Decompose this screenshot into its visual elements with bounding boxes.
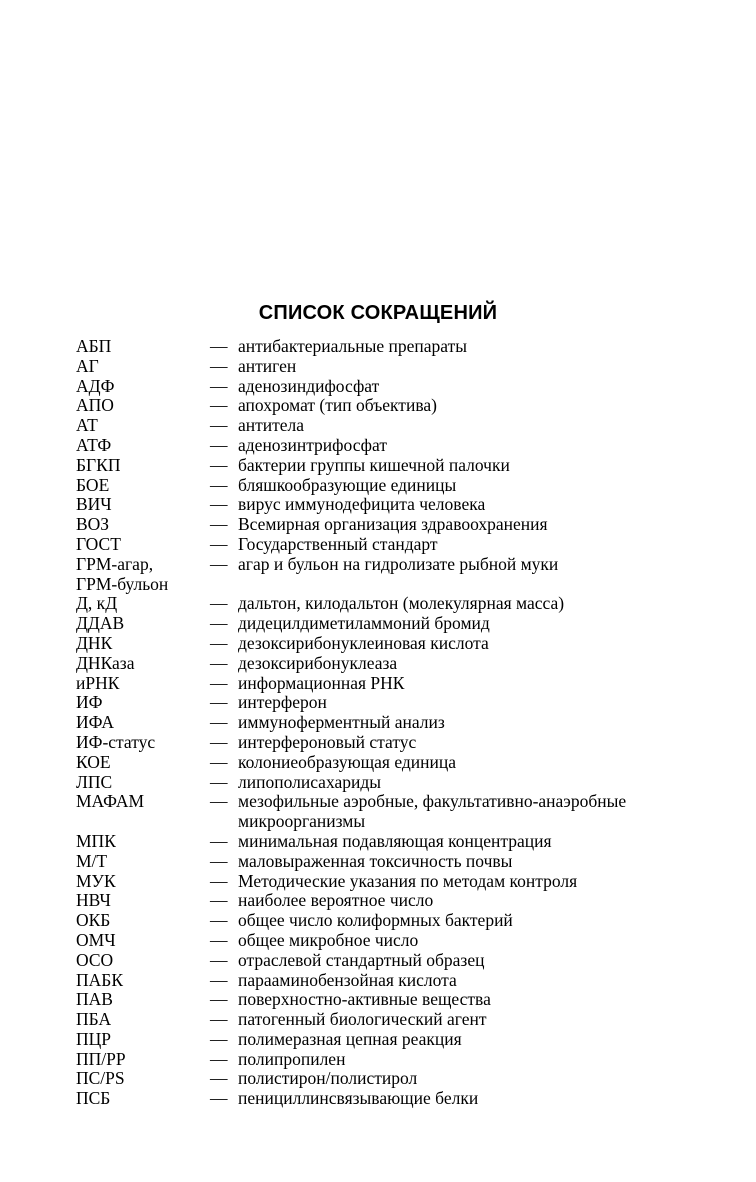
abbreviation-term: ПП/PP	[76, 1048, 126, 1069]
abbreviation-dash: —	[210, 929, 228, 950]
abbreviation-dash: —	[210, 454, 228, 475]
abbreviation-term: АТ	[76, 415, 98, 436]
abbreviation-definition: агар и бульон на гидролизате рыбной муки	[238, 553, 559, 574]
abbreviation-dash: —	[210, 1028, 228, 1049]
abbreviation-term: ГОСТ	[76, 533, 121, 554]
abbreviation-row	[76, 555, 716, 575]
abbreviation-term: ОСО	[76, 949, 114, 970]
abbreviation-term: ЛПС	[76, 771, 113, 792]
abbreviation-row	[76, 575, 716, 595]
abbreviation-definition: Всемирная организация здравоохранения	[238, 514, 548, 535]
abbreviation-dash: —	[210, 850, 228, 871]
abbreviation-row	[76, 674, 716, 694]
abbreviation-definition: интерферон	[238, 692, 327, 713]
abbreviation-dash: —	[210, 632, 228, 653]
abbreviation-term: АТФ	[76, 434, 112, 455]
abbreviation-row	[76, 1069, 716, 1089]
abbreviation-row	[76, 495, 716, 515]
abbreviation-dash: —	[210, 514, 228, 535]
abbreviation-definition: дезоксирибонуклеиновая кислота	[238, 632, 489, 653]
abbreviation-definition: информационная РНК	[238, 672, 405, 693]
abbreviation-term: МАФАМ	[76, 791, 145, 812]
abbreviation-row	[76, 515, 716, 535]
abbreviation-list	[76, 337, 716, 1109]
abbreviation-definition: антибактериальные препараты	[238, 336, 468, 356]
abbreviation-row	[76, 872, 716, 892]
abbreviation-dash: —	[210, 613, 228, 634]
abbreviation-definition: антитела	[238, 415, 305, 436]
abbreviation-row	[76, 911, 716, 931]
abbreviation-term: КОЕ	[76, 751, 111, 772]
abbreviation-definition: минимальная подавляющая концентрация	[238, 830, 552, 851]
abbreviation-dash: —	[210, 791, 228, 812]
abbreviation-row	[76, 357, 716, 377]
abbreviation-dash: —	[210, 949, 228, 970]
abbreviation-term: ДДАВ	[76, 613, 125, 634]
abbreviation-dash: —	[210, 870, 228, 891]
abbreviation-definition: отраслевой стандартный образец	[238, 949, 485, 970]
abbreviation-term: ИФА	[76, 712, 114, 733]
abbreviation-term: иРНК	[76, 672, 120, 693]
abbreviation-dash: —	[210, 731, 228, 752]
abbreviation-definition: Методические указания по методам контроля	[238, 870, 578, 891]
abbreviation-row	[76, 634, 716, 654]
abbreviation-dash: —	[210, 395, 228, 416]
abbreviation-definition: липополисахариды	[238, 771, 382, 792]
abbreviation-definition: вирус иммунодефицита человека	[238, 494, 486, 515]
abbreviation-term: НВЧ	[76, 890, 111, 911]
abbreviation-term: БГКП	[76, 454, 121, 475]
abbreviation-row	[76, 654, 716, 674]
abbreviation-dash: —	[210, 712, 228, 733]
abbreviation-row	[76, 693, 716, 713]
abbreviation-row	[76, 614, 716, 634]
abbreviation-dash: —	[210, 1009, 228, 1030]
abbreviation-definition: полипропилен	[238, 1048, 346, 1069]
abbreviation-definition: общее микробное число	[238, 929, 419, 950]
abbreviation-dash: —	[210, 771, 228, 792]
abbreviation-definition: патогенный биологический агент	[238, 1009, 487, 1030]
abbreviation-term: ОКБ	[76, 910, 111, 931]
abbreviation-term: ГРМ-бульон	[76, 573, 169, 594]
abbreviation-row	[76, 1089, 716, 1109]
abbreviation-row	[76, 436, 716, 456]
abbreviation-definition: дидецилдиметиламмоний бромид	[238, 613, 490, 634]
abbreviation-row	[76, 396, 716, 416]
abbreviation-term: ПСБ	[76, 1088, 111, 1109]
abbreviation-definition: антиген	[238, 355, 297, 376]
abbreviation-term: ПЦР	[76, 1028, 112, 1049]
abbreviation-row	[76, 832, 716, 852]
abbreviation-definition: аденозинтрифосфат	[238, 434, 387, 455]
abbreviation-dash: —	[210, 375, 228, 396]
abbreviation-definition: бактерии группы кишечной палочки	[238, 454, 510, 475]
abbreviation-dash: —	[210, 593, 228, 614]
abbreviation-definition: общее число колиформных бактерий	[238, 910, 513, 931]
abbreviation-dash: —	[210, 415, 228, 436]
abbreviation-term: М/Т	[76, 850, 108, 871]
abbreviation-dash: —	[210, 652, 228, 673]
abbreviation-row	[76, 1010, 716, 1030]
abbreviation-row	[76, 713, 716, 733]
abbreviation-definition: Государственный стандарт	[238, 533, 438, 554]
abbreviation-definition: колониеобразующая единица	[238, 751, 456, 772]
abbreviation-row	[76, 792, 716, 832]
abbreviation-term: ИФ	[76, 692, 103, 713]
abbreviation-term: АГ	[76, 355, 99, 376]
page-title: СПИСОК СОКРАЩЕНИЙ	[258, 302, 498, 325]
abbreviation-term: Д, кД	[76, 593, 118, 614]
abbreviation-term: ГРМ-агар,	[76, 553, 154, 574]
abbreviation-dash: —	[210, 494, 228, 515]
abbreviation-dash: —	[210, 989, 228, 1010]
abbreviation-term: АДФ	[76, 375, 115, 396]
abbreviation-dash: —	[210, 355, 228, 376]
abbreviation-row	[76, 773, 716, 793]
abbreviation-row	[76, 456, 716, 476]
abbreviation-dash: —	[210, 890, 228, 911]
abbreviation-dash: —	[210, 336, 228, 356]
abbreviation-row	[76, 852, 716, 872]
abbreviation-row	[76, 931, 716, 951]
abbreviation-row	[76, 337, 716, 357]
abbreviation-row	[76, 990, 716, 1010]
abbreviation-row	[76, 594, 716, 614]
abbreviation-definition: аденозиндифосфат	[238, 375, 380, 396]
abbreviation-dash: —	[210, 830, 228, 851]
abbreviation-dash: —	[210, 553, 228, 574]
abbreviation-term: БОЕ	[76, 474, 110, 495]
abbreviation-row	[76, 753, 716, 773]
abbreviation-row	[76, 971, 716, 991]
abbreviation-term: ПАБК	[76, 969, 123, 990]
abbreviation-row	[76, 733, 716, 753]
abbreviation-definition: парааминобензойная кислота	[238, 969, 457, 990]
abbreviation-term: ИФ-статус	[76, 731, 156, 752]
abbreviation-dash: —	[210, 1088, 228, 1109]
abbreviation-definition: интерфероновый статус	[238, 731, 417, 752]
abbreviation-row	[76, 535, 716, 555]
abbreviation-definition: поверхностно-активные вещества	[238, 989, 491, 1010]
abbreviation-definition: полистирон/полистирол	[238, 1068, 418, 1089]
abbreviation-row	[76, 476, 716, 496]
abbreviation-dash: —	[210, 533, 228, 554]
abbreviation-definition: бляшкообразующие единицы	[238, 474, 457, 495]
abbreviation-definition: дезоксирибонуклеаза	[238, 652, 398, 673]
abbreviation-term: ОМЧ	[76, 929, 116, 950]
abbreviation-dash: —	[210, 969, 228, 990]
abbreviation-term: ВИЧ	[76, 494, 112, 515]
abbreviation-term: АБП	[76, 336, 112, 356]
abbreviation-row	[76, 951, 716, 971]
abbreviation-dash: —	[210, 910, 228, 931]
abbreviation-term: МУК	[76, 870, 116, 891]
abbreviation-dash: —	[210, 1068, 228, 1089]
abbreviation-dash: —	[210, 1048, 228, 1069]
abbreviation-row	[76, 377, 716, 397]
abbreviation-term: ВОЗ	[76, 514, 110, 535]
abbreviation-term: МПК	[76, 830, 116, 851]
abbreviation-dash: —	[210, 751, 228, 772]
abbreviation-term: ПАВ	[76, 989, 113, 1010]
abbreviation-row	[76, 1030, 716, 1050]
abbreviation-term: АПО	[76, 395, 114, 416]
abbreviation-dash: —	[210, 692, 228, 713]
abbreviation-row	[76, 416, 716, 436]
abbreviation-term: ДНКаза	[76, 652, 135, 673]
abbreviation-definition: дальтон, килодальтон (молекулярная масса)	[238, 593, 565, 614]
abbreviation-definition: маловыраженная токсичность почвы	[238, 850, 513, 871]
abbreviation-term: ПС/PS	[76, 1068, 125, 1089]
abbreviation-row	[76, 1050, 716, 1070]
abbreviation-dash: —	[210, 434, 228, 455]
abbreviation-definition: полимеразная цепная реакция	[238, 1028, 462, 1049]
abbreviation-term: ДНК	[76, 632, 113, 653]
abbreviation-dash: —	[210, 474, 228, 495]
abbreviation-definition: иммуноферментный анализ	[238, 712, 445, 733]
abbreviation-definition: наиболее вероятное число	[238, 890, 434, 911]
abbreviation-definition: пенициллинсвязывающие белки	[238, 1088, 479, 1109]
abbreviation-definition: мезофильные аэробные, факультативно-анаэробные микроорганизмы	[238, 791, 627, 832]
abbreviation-definition: апохромат (тип объектива)	[238, 395, 437, 416]
abbreviation-term: ПБА	[76, 1009, 112, 1030]
abbreviation-row	[76, 891, 716, 911]
abbreviation-dash: —	[210, 672, 228, 693]
